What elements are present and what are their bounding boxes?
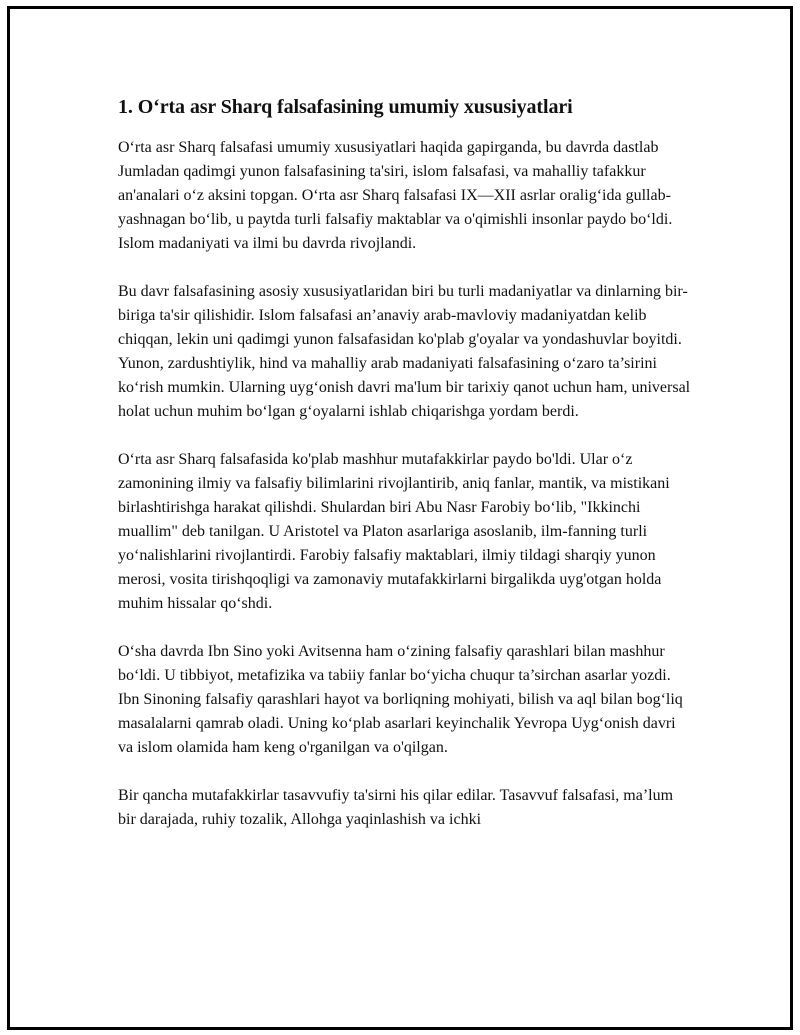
section-heading: 1. O‘rta asr Sharq falsafasining umumiy xususiyatlari [118, 96, 573, 118]
paragraph-3: O‘rta asr Sharq falsafasida ko'plab mashhur mutafakkirlar paydo bo'ldi. Ular o‘z zamonining ilmiy va falsafiy bilimlarini rivojlantirib, aniq fanlar, mantik, va mistikani birlashtirishga harakat qilishdi. Shulardan biri Abu Nasr Farobiy bo‘lib, "Ikkinchi muallim" deb tanilgan. U Aristotel va Platon asarlariga asoslanib, ilm-fanning turli yo‘nalishlarini rivojlantirdi. Farobiy falsafiy maktablari, ilmiy tildagi sharqiy yunon merosi, vosita tirishqoqligi va zamonaviy mutafakkirlarni birgalikda uyg'otgan holda muhim hissalar qo‘shdi. [118, 451, 670, 612]
paragraph-1: O‘rta asr Sharq falsafasi umumiy xususiyatlari haqida gapirganda, bu davrda dastlab Jumladan qadimgi yunon falsafasining ta'siri, islom falsafasi, va mahalliy tafakkur an'analari o‘z aksini topgan. O‘rta asr Sharq falsafasi IX—XII asrlar oralig‘ida gullab-yashnagan bo‘lib, u paytda turli falsafiy maktablar va o'qimishli insonlar paydo bo‘ldi. Islom madaniyati va ilmi bu davrda rivojlandi. [118, 139, 673, 252]
paragraph-5: Bir qancha mutafakkirlar tasavvufiy ta'sirni his qilar edilar. Tasavvuf falsafasi, ma’lum bir darajada, ruhiy tozalik, Allohga yaqinlashish va ichki [118, 787, 674, 828]
document-body [118, 92, 693, 856]
paragraph-4: O‘sha davrda Ibn Sino yoki Avitsenna ham o‘zining falsafiy qarashlari bilan mashhur bo‘ldi. U tibbiyot, metafizika va tabiiy fanlar bo‘yicha chuqur ta’sirchan asarlar yozdi. Ibn Sinoning falsafiy qarashlari hayot va borliqning mohiyati, bilish va aql bilan bog‘liq masalalarni qamrab oladi. Uning ko‘plab asarlari keyinchalik Yevropa Uyg‘onish davri va islom olamida ham keng o'rganilgan va o'qilgan. [118, 643, 683, 756]
paragraph-2: Bu davr falsafasining asosiy xususiyatlaridan biri bu turli madaniyatlar va dinlarning bir-biriga ta'sir qilishidir. Islom falsafasi an’anaviy arab-mavloviy madaniyatdan kelib chiqqan, lekin uni qadimgi yunon falsafasidan ko'plab g'oyalar va yondashuvlar boyitdi. Yunon, zardushtiylik, hind va mahalliy arab madaniyati falsafasining o‘zaro ta’sirini ko‘rish mumkin. Ularning uyg‘onish davri ma'lum bir tarixiy qanot uchun ham, universal holat uchun muhim bo‘lgan g‘oyalarni ishlab chiqarishga yordam berdi. [118, 283, 691, 420]
